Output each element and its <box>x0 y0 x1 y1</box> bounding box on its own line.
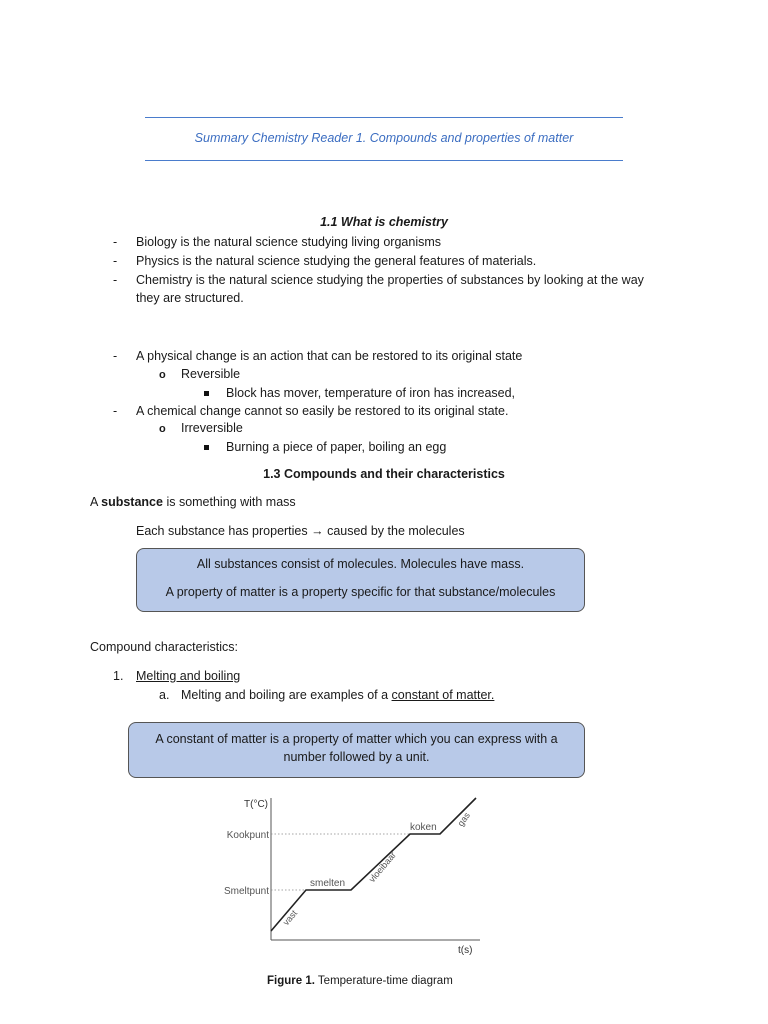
physical-example-text: Block has mover, temperature of iron has increased, <box>226 386 516 400</box>
header-top-rule <box>145 117 623 118</box>
compound-characteristics-label: Compound characteristics: <box>90 640 238 654</box>
molecules-callout-box <box>136 548 585 612</box>
temperature-time-chart <box>200 788 500 968</box>
callout-line: A constant of matter is a property of matter which you can express with a <box>155 732 558 746</box>
constant-callout-box <box>128 722 585 778</box>
figure-caption <box>267 975 453 987</box>
list-item: Physics is the natural science studying the general features of materials. <box>136 254 537 268</box>
callout-line: number followed by a unit. <box>283 750 430 764</box>
constant-of-matter-term: constant of matter. <box>391 688 495 702</box>
substance-rest: is something with mass <box>162 495 296 509</box>
y-tick-label-smeltpunt: Smeltpunt <box>223 886 269 897</box>
list-letter: a. <box>159 688 170 702</box>
chemical-change-text: A chemical change cannot so easily be restored to its original state. <box>136 404 509 418</box>
list-dash: - <box>113 254 118 268</box>
segment-label-koken: koken <box>410 822 437 833</box>
list-dash: - <box>113 273 118 287</box>
section-heading-1-3: 1.3 Compounds and their characteristics <box>263 467 505 481</box>
section-heading-1-1: 1.1 What is chemistry <box>320 215 448 229</box>
reversible-text: Reversible <box>181 367 241 381</box>
figure-caption-label: Figure 1. <box>267 975 315 987</box>
segment-label-vloeibaar: vloeibaar <box>366 849 399 885</box>
y-axis-label: T(°C) <box>244 799 268 810</box>
constant-of-matter-line <box>181 688 494 702</box>
list-item: Chemistry is the natural science studying the properties of substances by looking at the way <box>136 273 644 287</box>
substance-prefix: A <box>90 495 102 509</box>
x-axis-label: t(s) <box>458 945 473 956</box>
substance-definition <box>90 495 296 509</box>
substance-term: substance <box>101 495 163 509</box>
properties-line: Each substance has properties → caused by the molecules <box>136 524 465 538</box>
list-dash: - <box>113 235 118 249</box>
sub-bullet: o <box>159 423 166 435</box>
header-bottom-rule <box>145 160 623 161</box>
figure-caption-text: Temperature-time diagram <box>314 975 453 987</box>
segment-label-gas: gas <box>455 810 472 829</box>
list-dash: - <box>113 404 118 418</box>
constant-text: Melting and boiling are examples of a <box>181 688 392 702</box>
list-dash: - <box>113 349 118 363</box>
square-bullet-icon <box>204 391 209 396</box>
irreversible-text: Irreversible <box>181 421 243 435</box>
y-tick-label-kookpunt: Kookpunt <box>226 830 269 841</box>
temperature-curve <box>271 798 476 931</box>
list-number: 1. <box>113 669 124 683</box>
list-item: Biology is the natural science studying living organisms <box>136 235 442 249</box>
callout-line: All substances consist of molecules. Molecules have mass. <box>196 557 525 571</box>
melting-boiling-heading: Melting and boiling <box>136 669 241 683</box>
square-bullet-icon <box>204 445 209 450</box>
segment-label-smelten: smelten <box>310 878 346 889</box>
sub-bullet: o <box>159 369 166 381</box>
segment-label-vast: vast <box>280 908 300 928</box>
callout-line: A property of matter is a property specific for that substance/molecules <box>165 585 556 599</box>
list-item-continuation: they are structured. <box>136 291 244 305</box>
chemical-example-text: Burning a piece of paper, boiling an egg <box>226 440 447 454</box>
physical-change-text: A physical change is an action that can be restored to its original state <box>136 349 523 363</box>
document-title: Summary Chemistry Reader 1. Compounds and properties of matter <box>194 131 574 145</box>
